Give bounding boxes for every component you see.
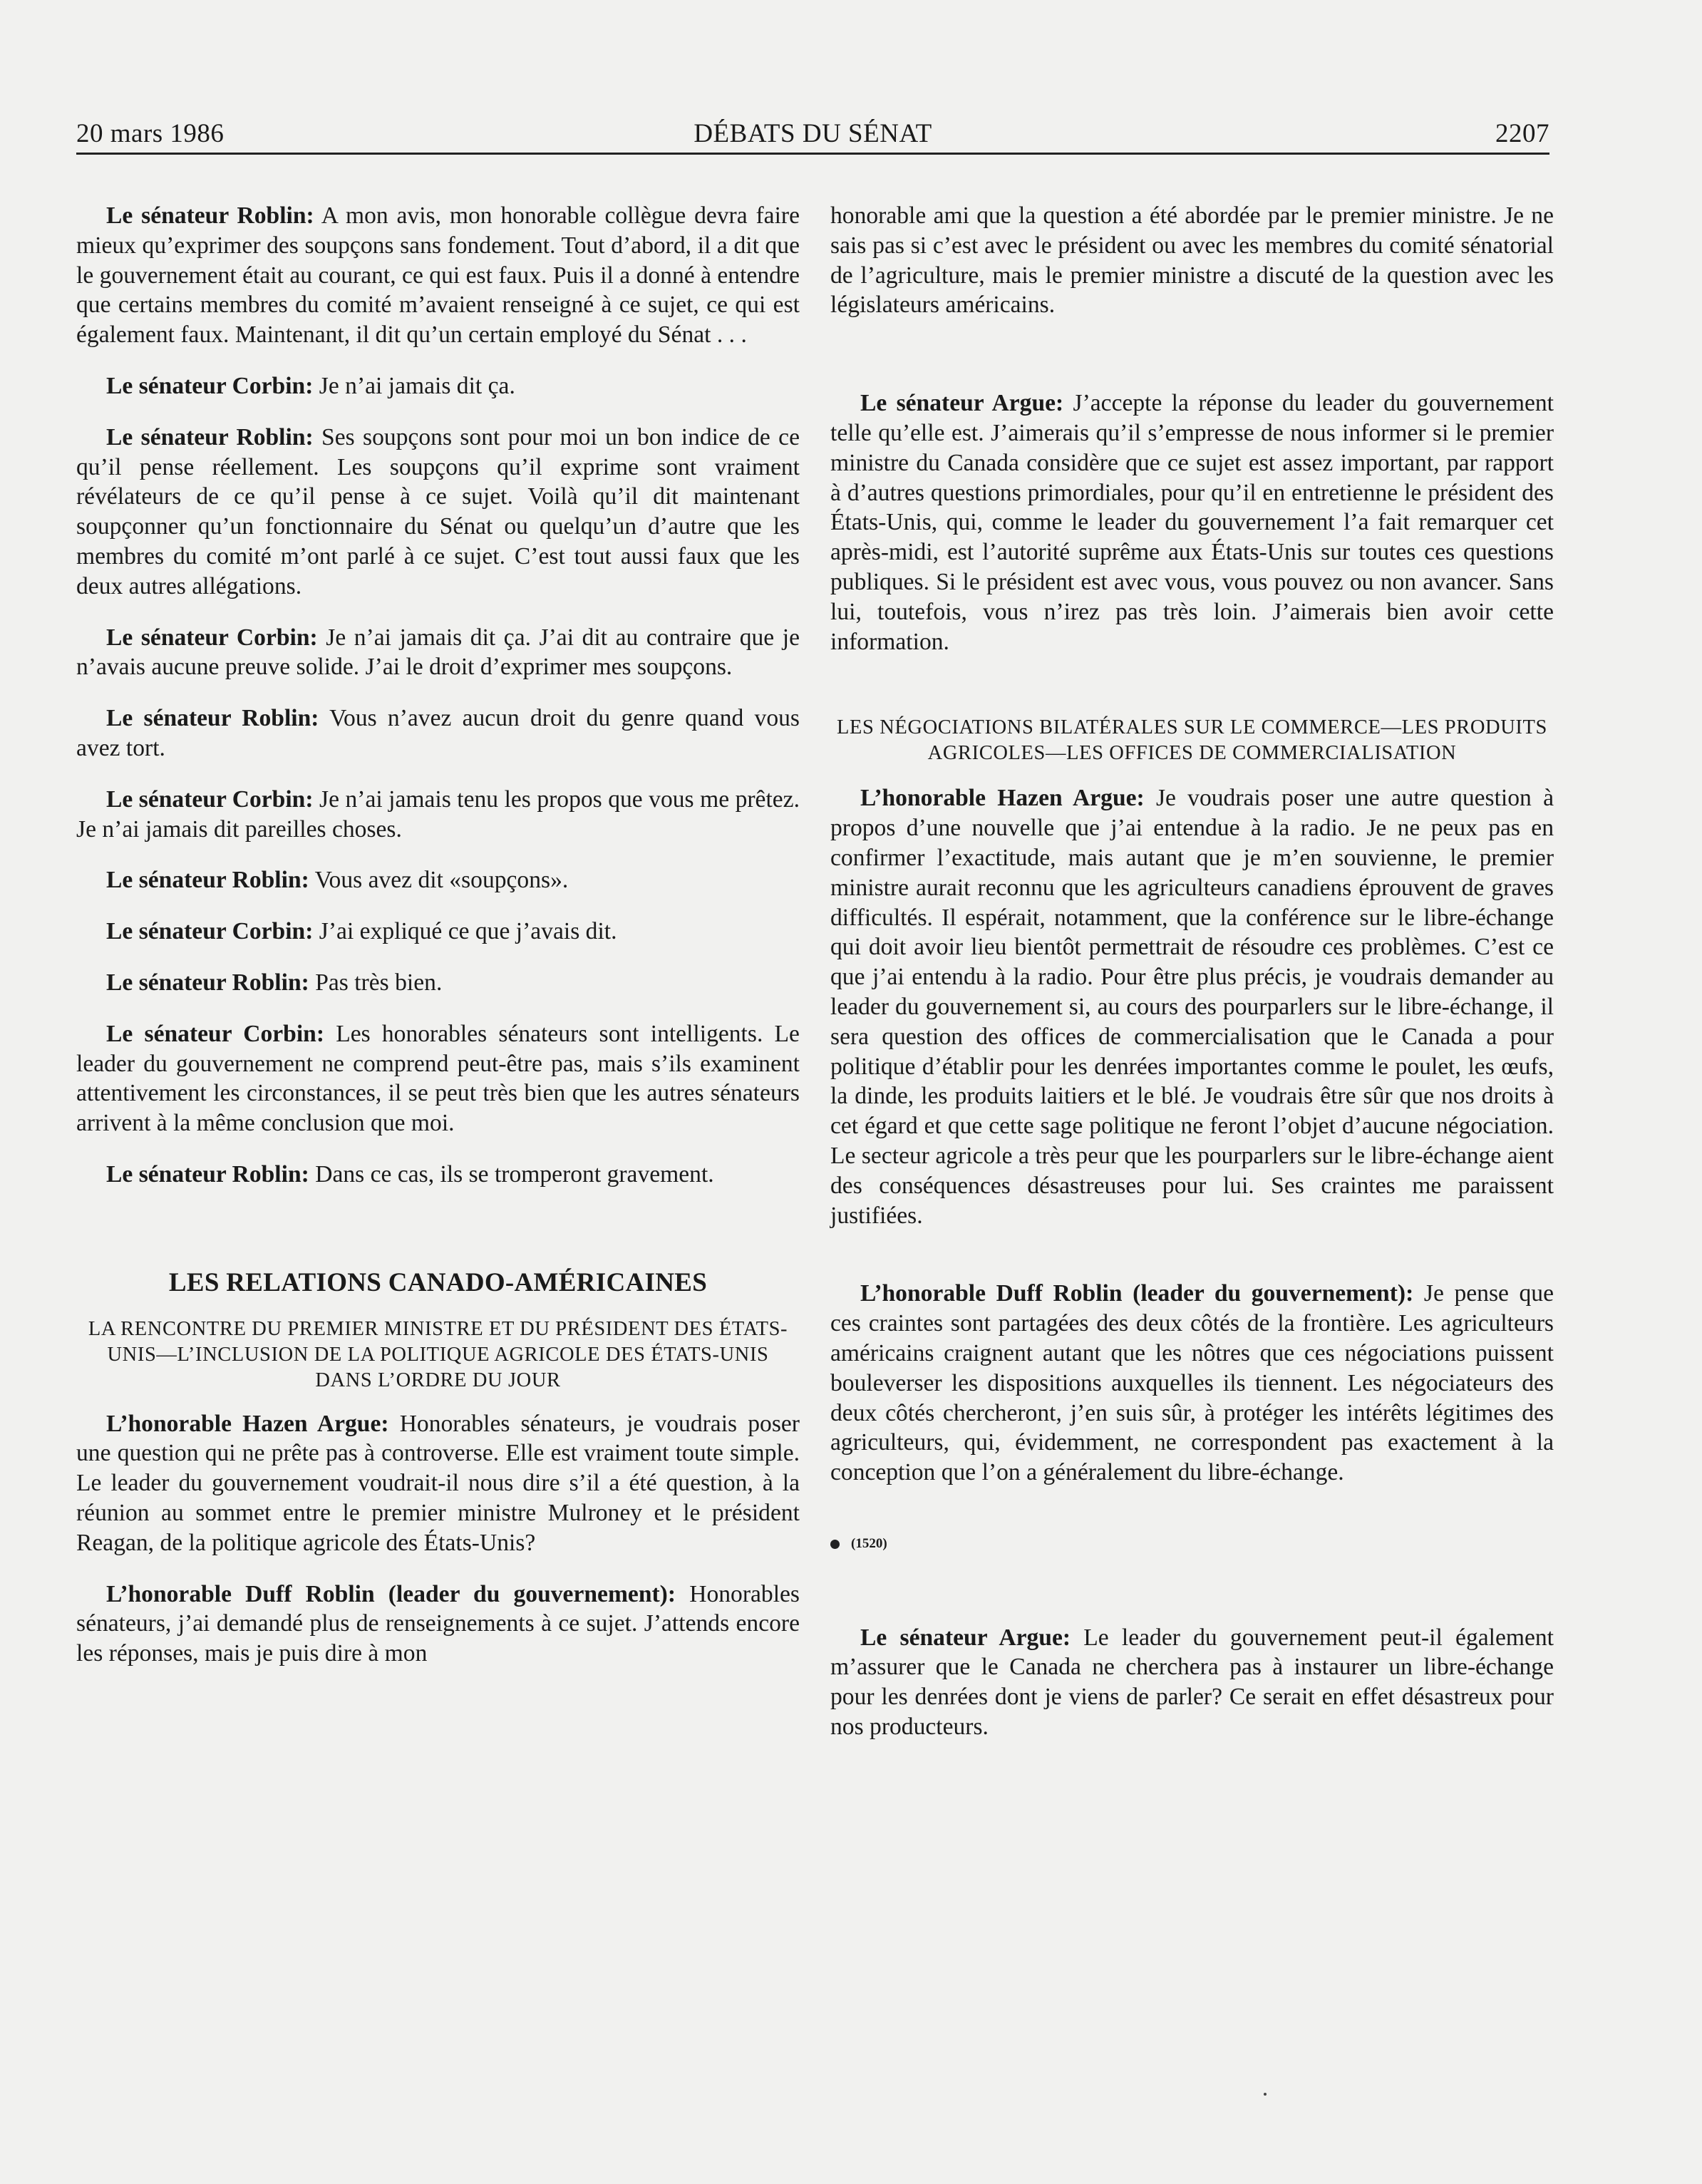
speech: Je n’ai jamais dit ça. (319, 372, 515, 399)
speech: Vous n’avez aucun droit du genre quand vous avez tort. (76, 705, 800, 761)
section-subtitle: LES NÉGOCIATIONS BILATÉRALES SUR LE COMMERCE—LES PRODUITS AGRICOLES—LES OFFICES DE COMMERCIALISATION (837, 716, 1547, 765)
speech: Vous avez dit «soupçons». (314, 867, 569, 894)
left-column (76, 201, 800, 1669)
speech: Je n’ai jamais tenu les propos que vous me prêtez. Je n’ai jamais dit pareilles choses. (76, 785, 800, 843)
section-subtitle: LA RENCONTRE DU PREMIER MINISTRE ET DU PRÉSIDENT DES ÉTATS-UNIS—L’INCLUSION DE LA POLITIQUE AGRICOLE DES ÉTATS-UNIS DANS L’ORDRE DU JOUR (88, 1317, 788, 1391)
speaker: Le sénateur Roblin: (106, 867, 309, 894)
speech: A mon avis, mon honorable collègue devra faire mieux qu’exprimer des soupçons sans fondement. Tout d’abord, il a dit que le gouvernement était au courant, ce qui est faux. Puis il a donné à entendre que certains membres du comité m’avaient renseigné à ce sujet, ce qui est également faux. Maintenant, il dit qu’un certain employé du Sénat . . . (76, 202, 800, 349)
speaker: Le sénateur Corbin: (106, 1020, 324, 1047)
header-page-number: 2207 (1495, 119, 1549, 148)
speaker: L’honorable Hazen Argue: (860, 785, 1145, 812)
speaker: Le sénateur Corbin: (106, 372, 314, 399)
right-column (830, 201, 1554, 1742)
speech: J’ai expliqué ce que j’avais dit. (319, 918, 617, 945)
speech: Je voudrais poser une autre question à propos d’une nouvelle que j’ai entendue à la radio. Je ne peux pas en confirmer l’exactitude, mais autant que je m’en souvienne, le premier ministre aurait reconnu que les agriculteurs canadiens éprouvent de graves difficultés. Il espérait, notamment, que la conférence sur le libre-échange qui doit avoir lieu bientôt permettrait de résoudre ces problèmes. C’est ce que j’ai entendu à la radio. Pour être plus précis, je voudrais demander au leader du gouvernement si, au cours des pourparlers sur le libre-échange, il sera question des offices de commercialisation que le Canada a pour politique d’établir pour les denrées importantes comme le poulet, les œufs, la dinde, les produits laitiers et le blé. Je voudrais être sûr que nos droits à cet égard et que cette sage politique ne feront l’objet d’aucune négociation. Le secteur agricole a très peur que les pourparlers sur le libre-échange aient des conséquences désastreuses pour lui. Ses craintes me paraissent justifiées. (830, 785, 1554, 1229)
speaker: Le sénateur Argue: (860, 390, 1064, 417)
speaker: Le sénateur Argue: (860, 1624, 1071, 1651)
speech: J’accepte la réponse du leader du gouvernement telle qu’elle est. J’aimerais qu’il s’empresse de nous informer si le premier ministre du Canada considère que ce sujet est assez important, par rapport à d’autres questions primordiales, pour qu’il en entretienne le président des États-Unis, qui, comme le leader du gouvernement l’a fait remarquer cet après-midi, est l’autorité suprême aux États-Unis sur toutes ces questions publiques. Si le président est avec vous, vous pouvez ou non avancer. Sans lui, toutefois, vous n’irez pas très loin. J’aimerais bien avoir cette information. (830, 390, 1554, 655)
speaker: L’honorable Duff Roblin (leader du gouvernement): (106, 1580, 676, 1607)
paragraph (830, 388, 1554, 656)
paragraph (76, 704, 800, 763)
time-marker (830, 1529, 1554, 1559)
paragraph (830, 1279, 1554, 1488)
paragraph: honorable ami que la question a été abordée par le premier ministre. Je ne sais pas si c’est avec le président ou avec les membres du comité sénatorial de l’agriculture, mais le premier ministre a discuté de la question avec les législateurs américains. (830, 202, 1554, 319)
paragraph (76, 201, 800, 350)
speaker: Le sénateur Roblin: (106, 705, 319, 732)
paragraph (76, 968, 800, 998)
paragraph (76, 423, 800, 602)
speech: Je n’ai jamais dit ça. J’ai dit au contraire que je n’avais aucune preuve solide. J’ai le droit d’exprimer mes soupçons. (76, 624, 800, 681)
speech: Les honorables sénateurs sont intelligents. Le leader du gouvernement ne comprend peut-être pas, mais s’ils examinent attentivement les circonstances, il se peut très bien que les autres sénateurs arrivent à la même conclusion que moi. (76, 1020, 800, 1137)
speaker: L’honorable Hazen Argue: (106, 1410, 389, 1437)
paragraph (76, 1160, 800, 1190)
speaker: Le sénateur Roblin: (106, 202, 314, 229)
speaker: Le sénateur Corbin: (106, 918, 314, 945)
paragraph (76, 865, 800, 895)
speech: Honorables sénateurs, je voudrais poser une question qui ne prête pas à controverse. Elle est vraiment toute simple. Le leader du gouvernement voudrait-il nous dire s’il a été question, à la réunion au sommet entre le premier ministre Mulroney et le président Reagan, de la politique agricole des États-Unis? (76, 1410, 800, 1556)
speech: Pas très bien. (315, 969, 443, 996)
speech: Honorables sénateurs, j’ai demandé plus de renseignements à ce sujet. J’attends encore les réponses, mais je puis dire à mon (76, 1580, 800, 1667)
speech: Dans ce cas, ils se tromperont gravement. (315, 1160, 714, 1188)
paragraph (76, 1019, 800, 1138)
speaker: Le sénateur Roblin: (106, 1160, 309, 1188)
paragraph (830, 1623, 1554, 1742)
paragraph (830, 783, 1554, 1230)
print-speck (1264, 2093, 1267, 2096)
speaker: Le sénateur Corbin: (106, 624, 318, 651)
paragraph (76, 785, 800, 845)
speaker: L’honorable Duff Roblin (leader du gouvernement): (860, 1280, 1414, 1307)
paragraph (76, 917, 800, 947)
header-date: 20 mars 1986 (76, 119, 225, 148)
speaker: Le sénateur Roblin: (106, 423, 314, 450)
header-title: DÉBATS DU SÉNAT (693, 119, 932, 148)
paragraph (76, 1580, 800, 1669)
speech: Ses soupçons sont pour moi un bon indice de ce qu’il pense réellement. Les soupçons qu’il exprime sont vraiment révélateurs de ce qu’il pense à ce sujet. Voilà qu’il dit maintenant soupçonner qu’un fonctionnaire du Sénat ou quelqu’un d’autre que les membres du comité m’ont parlé à ce sujet. C’est tout aussi faux que les deux autres allégations. (76, 423, 800, 599)
time-marker-label: (1520) (851, 1535, 887, 1551)
page-header (76, 118, 1549, 155)
paragraph (76, 371, 800, 401)
paragraph (76, 1409, 800, 1558)
section-title: LES RELATIONS CANADO-AMÉRICAINES (168, 1267, 708, 1297)
speaker: Le sénateur Corbin: (106, 785, 314, 813)
speech: Le leader du gouvernement peut-il également m’assurer que le Canada ne cherchera pas à instaurer un libre-échange pour les denrées dont je viens de parler? Ce serait en effet désastreux pour nos producteurs. (830, 1624, 1554, 1741)
bullet-icon (830, 1540, 840, 1549)
speaker: Le sénateur Roblin: (106, 969, 309, 996)
paragraph (76, 623, 800, 683)
speech: Je pense que ces craintes sont partagées des deux côtés de la frontière. Les agriculteurs américains craignent autant que les nôtres que ces négociations puissent bouleverser les dispositions auxquelles ils tiennent. Les négociateurs des deux côtés chercheront, j’en suis sûr, à protéger les intérêts légitimes des agriculteurs, qui, évidemment, ne correspondent pas exactement à la conception que l’on a généralement du libre-échange. (830, 1280, 1554, 1486)
